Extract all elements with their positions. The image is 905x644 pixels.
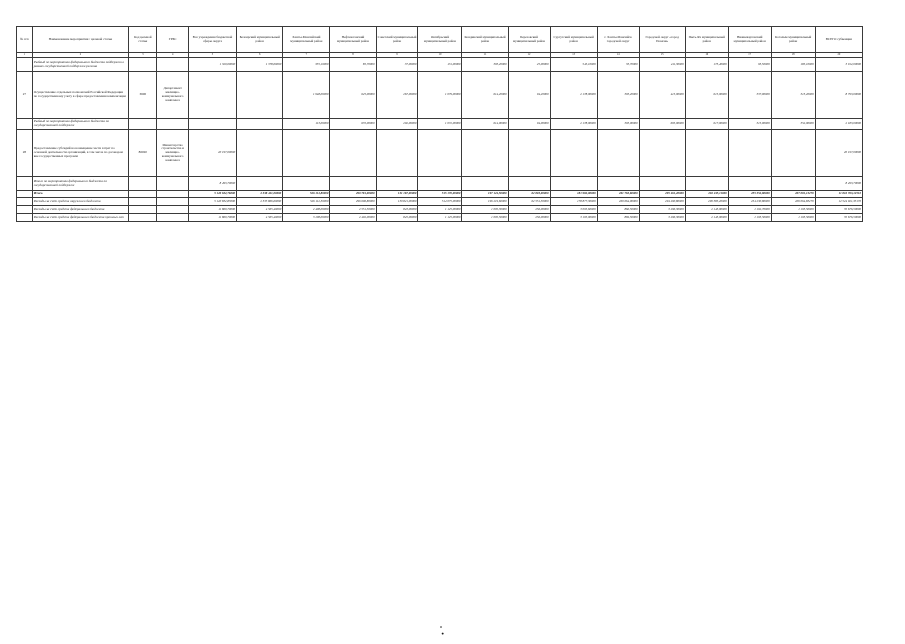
value-cell: 94,20000 bbox=[508, 72, 550, 119]
value-cell: 290 781,00000 bbox=[330, 191, 376, 198]
value-cell: 615,00000 bbox=[685, 72, 728, 119]
table-row bbox=[17, 58, 863, 72]
value-cell: 202,00000 bbox=[376, 119, 418, 130]
value-cell: 62 551,30000 bbox=[508, 198, 550, 206]
value-cell: 256,00000 bbox=[508, 206, 550, 214]
code-cell: 3600 bbox=[129, 72, 157, 119]
value-cell bbox=[330, 130, 376, 177]
column-number: 20 bbox=[815, 53, 862, 58]
value-cell bbox=[188, 72, 236, 119]
grbs-cell bbox=[157, 58, 188, 72]
value-cell bbox=[330, 177, 376, 191]
row-name-cell: Расходы за счёт средств федерального бюджета bbox=[32, 206, 128, 214]
value-cell bbox=[376, 130, 418, 177]
value-cell: 526 112,80000 bbox=[283, 191, 330, 198]
row-number-cell bbox=[17, 214, 33, 222]
grbs-cell bbox=[157, 191, 188, 198]
value-cell: 4 565,40000 bbox=[237, 214, 283, 222]
value-cell: 11 869,70000 bbox=[188, 206, 236, 214]
value-cell: 131,00000 bbox=[418, 58, 462, 72]
value-cell: 2 335 866,60000 bbox=[237, 198, 283, 206]
value-cell: 617,00000 bbox=[685, 119, 728, 130]
value-cell bbox=[237, 119, 283, 130]
value-cell: 3 108,00000 bbox=[283, 214, 330, 222]
value-cell: 3 912,00000 bbox=[815, 58, 862, 72]
table-row bbox=[17, 198, 863, 206]
row-name-cell: Осуществление отдельных полномочий Российской Федерации по государственному учету в сфере предоставления компенсации bbox=[32, 72, 128, 119]
value-cell bbox=[376, 177, 418, 191]
value-cell: 196 219,60000 bbox=[462, 198, 508, 206]
grbs-cell bbox=[157, 177, 188, 191]
value-cell bbox=[237, 130, 283, 177]
value-cell: 33,70000 bbox=[597, 58, 639, 72]
grbs-cell bbox=[157, 206, 188, 214]
value-cell: 1 102,70000 bbox=[728, 206, 771, 214]
code-cell bbox=[129, 191, 157, 198]
value-cell bbox=[771, 177, 815, 191]
value-cell bbox=[771, 130, 815, 177]
column-number: 13 bbox=[550, 53, 597, 58]
value-cell: 113,00000 bbox=[283, 119, 330, 130]
header-cell: Все учреждения бюджетной сферы округа bbox=[188, 27, 236, 53]
value-cell: 256,00000 bbox=[508, 214, 550, 222]
value-cell: 411,30000 bbox=[639, 58, 685, 72]
value-cell bbox=[508, 177, 550, 191]
row-name-cell: Итого по мероприятию федерального бюджета по государственной поддержке bbox=[32, 177, 128, 191]
value-cell: 315,00000 bbox=[728, 119, 771, 130]
value-cell bbox=[418, 130, 462, 177]
value-cell bbox=[283, 177, 330, 191]
value-cell: 131 167,00000 bbox=[376, 191, 418, 198]
row-number-cell bbox=[17, 58, 33, 72]
row-name-cell: Рыбный по мероприятию федерального бюджета по государственной поддержке bbox=[32, 119, 128, 130]
header-row bbox=[17, 27, 863, 53]
row-number-cell: 27 bbox=[17, 72, 33, 119]
column-number: 4 bbox=[157, 53, 188, 58]
header-cell: ГРБС bbox=[157, 27, 188, 53]
value-cell: 295 461,20000 bbox=[639, 191, 685, 198]
column-number: 17 bbox=[728, 53, 771, 58]
value-cell bbox=[728, 130, 771, 177]
value-cell bbox=[418, 177, 462, 191]
code-cell bbox=[129, 198, 157, 206]
code-cell bbox=[129, 119, 157, 130]
header-cell: ВСЕГО субвенции bbox=[815, 27, 862, 53]
value-cell: 296 696,80000 bbox=[330, 198, 376, 206]
header-cell: Нефтеюганский муниципальный район bbox=[330, 27, 376, 53]
value-cell: 1 125,00000 bbox=[418, 206, 462, 214]
grbs-cell bbox=[157, 198, 188, 206]
value-cell bbox=[639, 130, 685, 177]
column-number: 14 bbox=[597, 53, 639, 58]
header-cell: Березовский муниципальный район bbox=[508, 27, 550, 53]
code-cell bbox=[129, 58, 157, 72]
value-cell: 173,40000 bbox=[685, 58, 728, 72]
value-cell: 1 378,00000 bbox=[237, 58, 283, 72]
value-cell: 1 103,50000 bbox=[771, 206, 815, 214]
header-cell: Нижневартовский муниципальный район bbox=[728, 27, 771, 53]
value-cell: 313,20000 bbox=[771, 72, 815, 119]
value-cell: 2 178,00000 bbox=[550, 72, 597, 119]
row-name-cell: Итого bbox=[32, 191, 128, 198]
value-cell: 37,00000 bbox=[376, 58, 418, 72]
value-cell: 4 565,40000 bbox=[237, 206, 283, 214]
code-cell bbox=[129, 177, 157, 191]
value-cell: 3 105,00000 bbox=[550, 214, 597, 222]
value-cell: 1 320,00000 bbox=[188, 58, 236, 72]
value-cell bbox=[508, 130, 550, 177]
value-cell: 85,70000 bbox=[330, 58, 376, 72]
header-cell: № п/п bbox=[17, 27, 33, 53]
value-cell: 2 143,00000 bbox=[685, 214, 728, 222]
value-cell bbox=[550, 177, 597, 191]
header-cell: Белоярский муниципальный район bbox=[237, 27, 283, 53]
value-cell: 3 095,60000 bbox=[550, 206, 597, 214]
row-number-cell bbox=[17, 119, 33, 130]
value-cell: 415,00000 bbox=[639, 72, 685, 119]
value-cell: 8 493,70000 bbox=[188, 177, 236, 191]
header-cell: Ханты-Мансийский муниципальный район bbox=[283, 27, 330, 53]
value-cell: 206 064,83270 bbox=[771, 198, 815, 206]
table-row bbox=[17, 206, 863, 214]
header-cell: Городской округ «город Покачи» bbox=[639, 27, 685, 53]
value-cell: 2 408,00000 bbox=[283, 206, 330, 214]
value-cell: 35 676,50000 bbox=[815, 206, 862, 214]
table-row bbox=[17, 72, 863, 119]
value-cell bbox=[237, 72, 283, 119]
value-cell: 866,50000 bbox=[597, 206, 639, 214]
row-name-cell: Рыбный по мероприятию федерального бюджета поддержки в рамках государственной поддержки региона bbox=[32, 58, 128, 72]
value-cell: 181 982,00000 bbox=[550, 191, 597, 198]
value-cell bbox=[462, 177, 508, 191]
value-cell: 869,50000 bbox=[597, 214, 639, 222]
value-cell: 197 124,50000 bbox=[462, 191, 508, 198]
header-cell: Пыть-Ях муниципальный район bbox=[685, 27, 728, 53]
row-name-cell: Предоставление субсидий на возмещение части затрат по основной деятельности организаций, в том числе по договорам вне государственных программ bbox=[32, 130, 128, 177]
column-number: 9 bbox=[376, 53, 418, 58]
value-cell: 1 103,50000 bbox=[728, 214, 771, 222]
value-cell: 3 296,30000 bbox=[639, 214, 685, 222]
page-mark: · bbox=[440, 626, 446, 643]
value-cell: 25,00000 bbox=[508, 58, 550, 72]
header-cell: Советский муниципальный район bbox=[376, 27, 418, 53]
value-cell bbox=[462, 130, 508, 177]
value-cell: 303,20000 bbox=[462, 58, 508, 72]
value-cell: 2 338 421,00000 bbox=[237, 191, 283, 198]
value-cell: 294 200,80000 bbox=[639, 198, 685, 206]
value-cell: 625,00000 bbox=[330, 72, 376, 119]
value-cell: 845,00000 bbox=[376, 214, 418, 222]
value-cell: 8 793,00000 bbox=[815, 72, 862, 119]
value-cell: 515 170,00000 bbox=[418, 191, 462, 198]
budget-table bbox=[16, 26, 863, 222]
value-cell: 20 197,00000 bbox=[815, 130, 862, 177]
value-cell: 614,00000 bbox=[462, 119, 508, 130]
value-cell: 5 120 632,76000 bbox=[188, 191, 236, 198]
row-number-cell bbox=[17, 191, 33, 198]
grbs-cell: Департамент жилищно-коммунального комплекса bbox=[157, 72, 188, 119]
value-cell: 260 664,90000 bbox=[597, 198, 639, 206]
value-cell: 35 676,50000 bbox=[815, 214, 862, 222]
header-cell: г. Ханты-Мансийск городской округ bbox=[597, 27, 639, 53]
value-cell bbox=[685, 177, 728, 191]
value-cell: 337,00000 bbox=[728, 72, 771, 119]
header-cell: Сургутский муниципальный район bbox=[550, 27, 597, 53]
value-cell: 2 143,00000 bbox=[685, 206, 728, 214]
value-cell: 1 125,00000 bbox=[418, 214, 462, 222]
value-cell bbox=[639, 177, 685, 191]
value-cell: 12 524 921,33170 bbox=[815, 198, 862, 206]
value-cell: 843,00000 bbox=[376, 206, 418, 214]
value-cell: 1 095,30000 bbox=[462, 206, 508, 214]
value-cell bbox=[188, 119, 236, 130]
value-cell: 207 081,13270 bbox=[771, 191, 815, 198]
column-number: 5 bbox=[188, 53, 236, 58]
header-cell: Наименование мероприятия / целевой статьи bbox=[32, 27, 128, 53]
value-cell bbox=[237, 177, 283, 191]
code-cell: 86020 bbox=[129, 130, 157, 177]
column-number: 12 bbox=[508, 53, 550, 58]
table-row bbox=[17, 130, 863, 177]
value-cell: 1 079,00000 bbox=[418, 72, 462, 119]
value-cell: 255 352,80000 bbox=[728, 191, 771, 198]
column-number: 11 bbox=[462, 53, 508, 58]
row-number-cell: 28 bbox=[17, 130, 33, 177]
header-cell: Код целевой статьи bbox=[129, 27, 157, 53]
value-cell: 303,20000 bbox=[597, 72, 639, 119]
header-cell: Кондинский муниципальный район bbox=[462, 27, 508, 53]
value-cell: 2 551,50000 bbox=[330, 206, 376, 214]
column-number: 18 bbox=[771, 53, 815, 58]
value-cell: 11 816 763,12510 bbox=[815, 191, 862, 198]
value-cell: 635,00000 bbox=[330, 119, 376, 130]
value-cell bbox=[597, 177, 639, 191]
code-cell bbox=[129, 214, 157, 222]
value-cell: 5 120 832,83000 bbox=[188, 198, 236, 206]
value-cell: 335,10000 bbox=[283, 58, 330, 72]
row-name-cell: Расходы за счёт средств федерального бюджета прошлых лет bbox=[32, 214, 128, 222]
table-row bbox=[17, 214, 863, 222]
value-cell bbox=[283, 130, 330, 177]
value-cell: 1 095,50000 bbox=[462, 214, 508, 222]
value-cell bbox=[550, 130, 597, 177]
value-cell: 605,00000 bbox=[639, 119, 685, 130]
column-number: 15 bbox=[639, 53, 685, 58]
column-number: 16 bbox=[685, 53, 728, 58]
column-number: 6 bbox=[237, 53, 283, 58]
value-cell: 185,10000 bbox=[771, 58, 815, 72]
value-cell bbox=[597, 130, 639, 177]
value-cell: 2 492,00000 bbox=[330, 214, 376, 222]
value-cell: 290 385,20000 bbox=[685, 198, 728, 206]
grbs-cell bbox=[157, 214, 188, 222]
value-cell: 178 877,30000 bbox=[550, 198, 597, 206]
value-cell: 11 869,70000 bbox=[188, 214, 236, 222]
column-number: 3 bbox=[129, 53, 157, 58]
value-cell: 545,10000 bbox=[550, 58, 597, 72]
value-cell bbox=[728, 177, 771, 191]
grbs-cell bbox=[157, 119, 188, 130]
value-cell bbox=[685, 130, 728, 177]
column-number: 1 bbox=[17, 53, 33, 58]
row-name-cell: Расходы за счёт средств окружного бюджета bbox=[32, 198, 128, 206]
value-cell: 130 821,00000 bbox=[376, 198, 418, 206]
column-number: 10 bbox=[418, 53, 462, 58]
table-row bbox=[17, 119, 863, 130]
value-cell: 267,00000 bbox=[376, 72, 418, 119]
value-cell: 2 178,00000 bbox=[550, 119, 597, 130]
value-cell: 8 493,70000 bbox=[815, 177, 862, 191]
value-cell: 3 296,30000 bbox=[639, 206, 685, 214]
row-number-cell bbox=[17, 177, 33, 191]
value-cell: 20 197,00000 bbox=[188, 130, 236, 177]
value-cell: 1 948,00000 bbox=[283, 72, 330, 119]
column-number: 7 bbox=[283, 53, 330, 58]
value-cell: 1 103,50000 bbox=[771, 214, 815, 222]
value-cell: 261 763,60000 bbox=[597, 191, 639, 198]
value-cell: 94,00000 bbox=[508, 119, 550, 130]
grbs-cell: Министерство строительства и жилищно-коммунального комплекса bbox=[157, 130, 188, 177]
value-cell: 93,50000 bbox=[728, 58, 771, 72]
value-cell: 526 112,30000 bbox=[283, 198, 330, 206]
value-cell: 352,00000 bbox=[771, 119, 815, 130]
value-cell: 2 183,00000 bbox=[815, 119, 862, 130]
code-cell bbox=[129, 206, 157, 214]
column-number: 2 bbox=[32, 53, 128, 58]
value-cell: 254 230,80000 bbox=[728, 198, 771, 206]
header-cell: Октябрьский муниципальный район bbox=[418, 27, 462, 53]
value-cell: 292 435,11000 bbox=[685, 191, 728, 198]
value-cell: 62 803,00000 bbox=[508, 191, 550, 198]
row-number-cell bbox=[17, 206, 33, 214]
header-cell: Когалым муниципальный район bbox=[771, 27, 815, 53]
value-cell: 514 075,00000 bbox=[418, 198, 462, 206]
row-number-cell bbox=[17, 198, 33, 206]
value-cell: 614,20000 bbox=[462, 72, 508, 119]
table-row bbox=[17, 191, 863, 198]
value-cell: 303,00000 bbox=[597, 119, 639, 130]
value-cell: 1 072,00000 bbox=[418, 119, 462, 130]
column-number: 8 bbox=[330, 53, 376, 58]
table-row bbox=[17, 177, 863, 191]
